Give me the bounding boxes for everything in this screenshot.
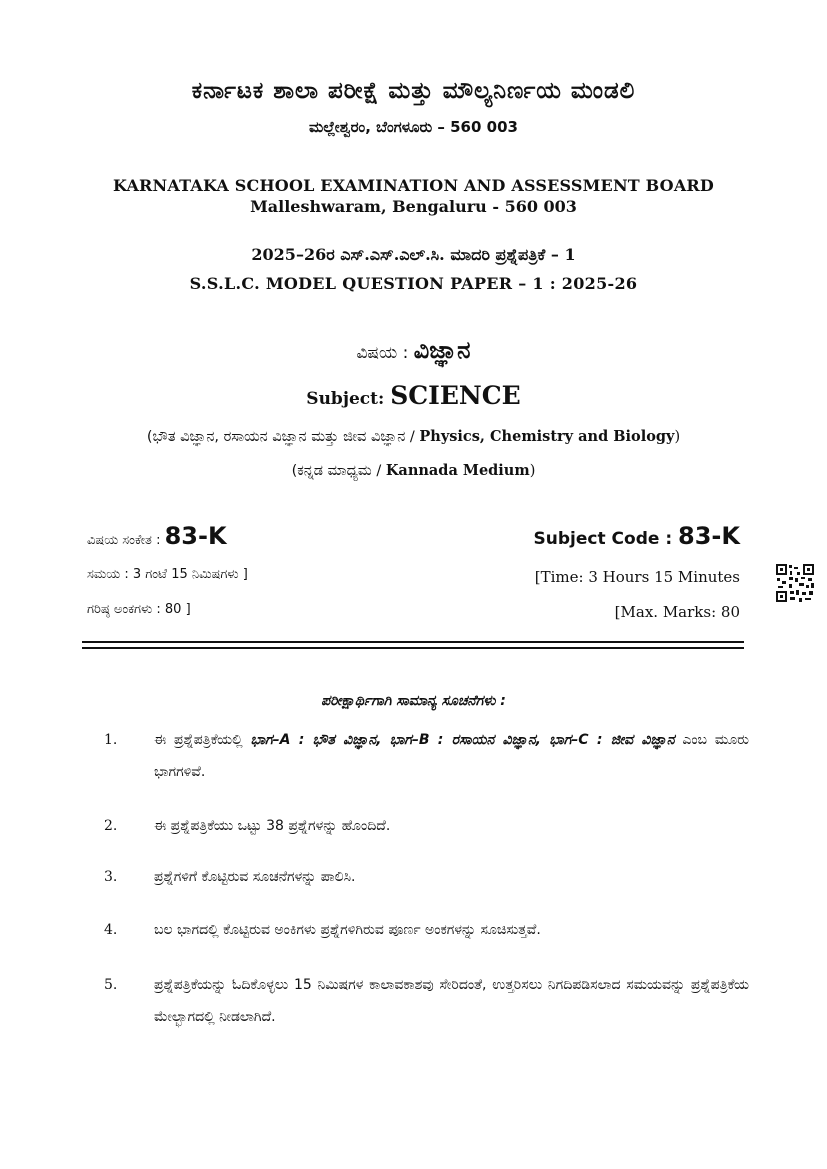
subject-code-value-english: 83-K bbox=[678, 522, 740, 550]
medium-line bbox=[0, 462, 827, 479]
instruction-number: 5. bbox=[104, 977, 118, 993]
subject-label-english: Subject: bbox=[306, 389, 391, 409]
board-address-english: Malleshwaram, Bengaluru - 560 003 bbox=[250, 197, 577, 216]
board-name-kannada: ಕರ್ನಾಟಕ ಶಾಲಾ ಪರೀಕ್ಷೆ ಮತ್ತು ಮೌಲ್ಯನಿರ್ಣಯ ಮಂಡಲಿ bbox=[191, 78, 636, 104]
instruction-number: 2. bbox=[104, 818, 118, 834]
instruction-text-emphasis: ಭಾಗ–A : ಭೌತ ವಿಜ್ಞಾನ, ಭಾಗ–B : ರಸಾಯನ ವಿಜ್ಞಾನ, ಭಾಗ–C : ಜೀವ ವಿಜ್ಞಾನ bbox=[250, 732, 675, 748]
time-english: [Time: 3 Hours 15 Minutes bbox=[534, 568, 740, 586]
subject-code-label-english: Subject Code : bbox=[533, 529, 679, 549]
instruction-item bbox=[104, 969, 749, 1033]
instruction-text: ಈ ಪ್ರಶ್ನೆಪತ್ರಿಕೆಯು ಒಟ್ಟು 38 ಪ್ರಶ್ನೆಗಳನ್ನು ಹೊಂದಿದೆ. bbox=[154, 818, 391, 834]
max-marks-kannada: ಗರಿಷ್ಠ ಅಂಕಗಳು : 80 ] bbox=[87, 602, 191, 617]
subject-name-kannada: ವಿಜ್ಞಾನ bbox=[413, 336, 471, 364]
instruction-text-pre: ಈ ಪ್ರಶ್ನೆಪತ್ರಿಕೆಯಲ್ಲಿ bbox=[154, 732, 251, 748]
paper-title-english: S.S.L.C. MODEL QUESTION PAPER – 1 : 2025-26 bbox=[189, 274, 638, 293]
instruction-number: 4. bbox=[104, 922, 118, 938]
streams-english: Physics, Chemistry and Biology bbox=[419, 428, 675, 445]
board-name-english: KARNATAKA SCHOOL EXAMINATION AND ASSESSMENT BOARD bbox=[112, 176, 715, 195]
streams-close: ) bbox=[674, 429, 681, 445]
instruction-item bbox=[104, 914, 749, 946]
instructions-heading: ಪರೀಕ್ಷಾರ್ಥಿಗಾಗಿ ಸಾಮಾನ್ಯ ಸೂಚನೆಗಳು : bbox=[321, 693, 506, 709]
streams-kannada: (ಭೌತ ವಿಜ್ಞಾನ, ರಸಾಯನ ವಿಜ್ಞಾನ ಮತ್ತು ಜೀವ ವಿಜ್ಞಾನ / bbox=[146, 429, 420, 445]
subject-streams bbox=[0, 428, 827, 445]
instruction-text-post: ಎಂಬ ಮೂರು ಭಾಗಗಳಿವೆ. bbox=[154, 732, 749, 780]
medium-english: Kannada Medium bbox=[385, 462, 530, 479]
subject-code-label-kannada: ವಿಷಯ ಸಂಕೇತ : bbox=[87, 533, 165, 548]
instruction-number: 3. bbox=[104, 869, 118, 885]
medium-kannada: (ಕನ್ನಡ ಮಾಧ್ಯಮ / bbox=[291, 463, 386, 479]
subject-kannada bbox=[0, 336, 827, 364]
instruction-text: ಬಲ ಭಾಗದಲ್ಲಿ ಕೊಟ್ಟಿರುವ ಅಂಕಿಗಳು ಪ್ರಶ್ನೆಗಳಿಗಿರುವ ಪೂರ್ಣ ಅಂಕಗಳನ್ನು ಸೂಚಿಸುತ್ತವೆ. bbox=[154, 922, 541, 938]
subject-label-kannada: ವಿಷಯ : bbox=[356, 343, 414, 363]
paper-title-kannada: 2025–26ರ ಎಸ್.ಎಸ್.ಎಲ್.ಸಿ. ಮಾದರಿ ಪ್ರಶ್ನೆಪತ್ರಿಕೆ – 1 bbox=[251, 245, 576, 264]
qr-code-icon bbox=[775, 563, 815, 603]
time-kannada: ಸಮಯ : 3 ಗಂಟೆ 15 ನಿಮಿಷಗಳು ] bbox=[87, 567, 248, 582]
subject-code-kannada bbox=[87, 522, 227, 550]
medium-close: ) bbox=[529, 463, 536, 479]
instruction-item bbox=[104, 861, 749, 893]
instruction-number: 1. bbox=[104, 732, 118, 748]
subject-code-english bbox=[534, 522, 740, 550]
instruction-text: ಪ್ರಶ್ನೆಪತ್ರಿಕೆಯನ್ನು ಓದಿಕೊಳ್ಳಲು 15 ನಿಮಿಷಗಳ ಕಾಲಾವಕಾಶವು ಸೇರಿದಂತೆ, ಉತ್ತರಿಸಲು ನಿಗದಿಪಡಿಸಲಾದ ಸಮಯವನ್ನು ಪ್ರಶ್ನೆಪತ್ರಿಕೆಯ ಮೇಲ್ಭಾಗದಲ್ಲಿ ನೀಡಲಾಗಿದೆ. bbox=[154, 977, 749, 1025]
max-marks-english: [Max. Marks: 80 bbox=[614, 603, 740, 621]
instruction-item bbox=[104, 810, 749, 842]
instruction-item bbox=[104, 724, 749, 788]
divider-bottom bbox=[82, 647, 744, 649]
subject-code-value-kannada: 83-K bbox=[164, 522, 227, 550]
instruction-text: ಪ್ರಶ್ನೆಗಳಿಗೆ ಕೊಟ್ಟಿರುವ ಸೂಚನೆಗಳನ್ನು ಪಾಲಿಸಿ. bbox=[154, 869, 356, 885]
board-address-kannada: ಮಲ್ಲೇಶ್ವರಂ, ಬೆಂಗಳೂರು – 560 003 bbox=[309, 118, 518, 136]
divider-top bbox=[82, 641, 744, 643]
subject-english bbox=[0, 381, 827, 410]
subject-name-english: SCIENCE bbox=[390, 381, 521, 410]
